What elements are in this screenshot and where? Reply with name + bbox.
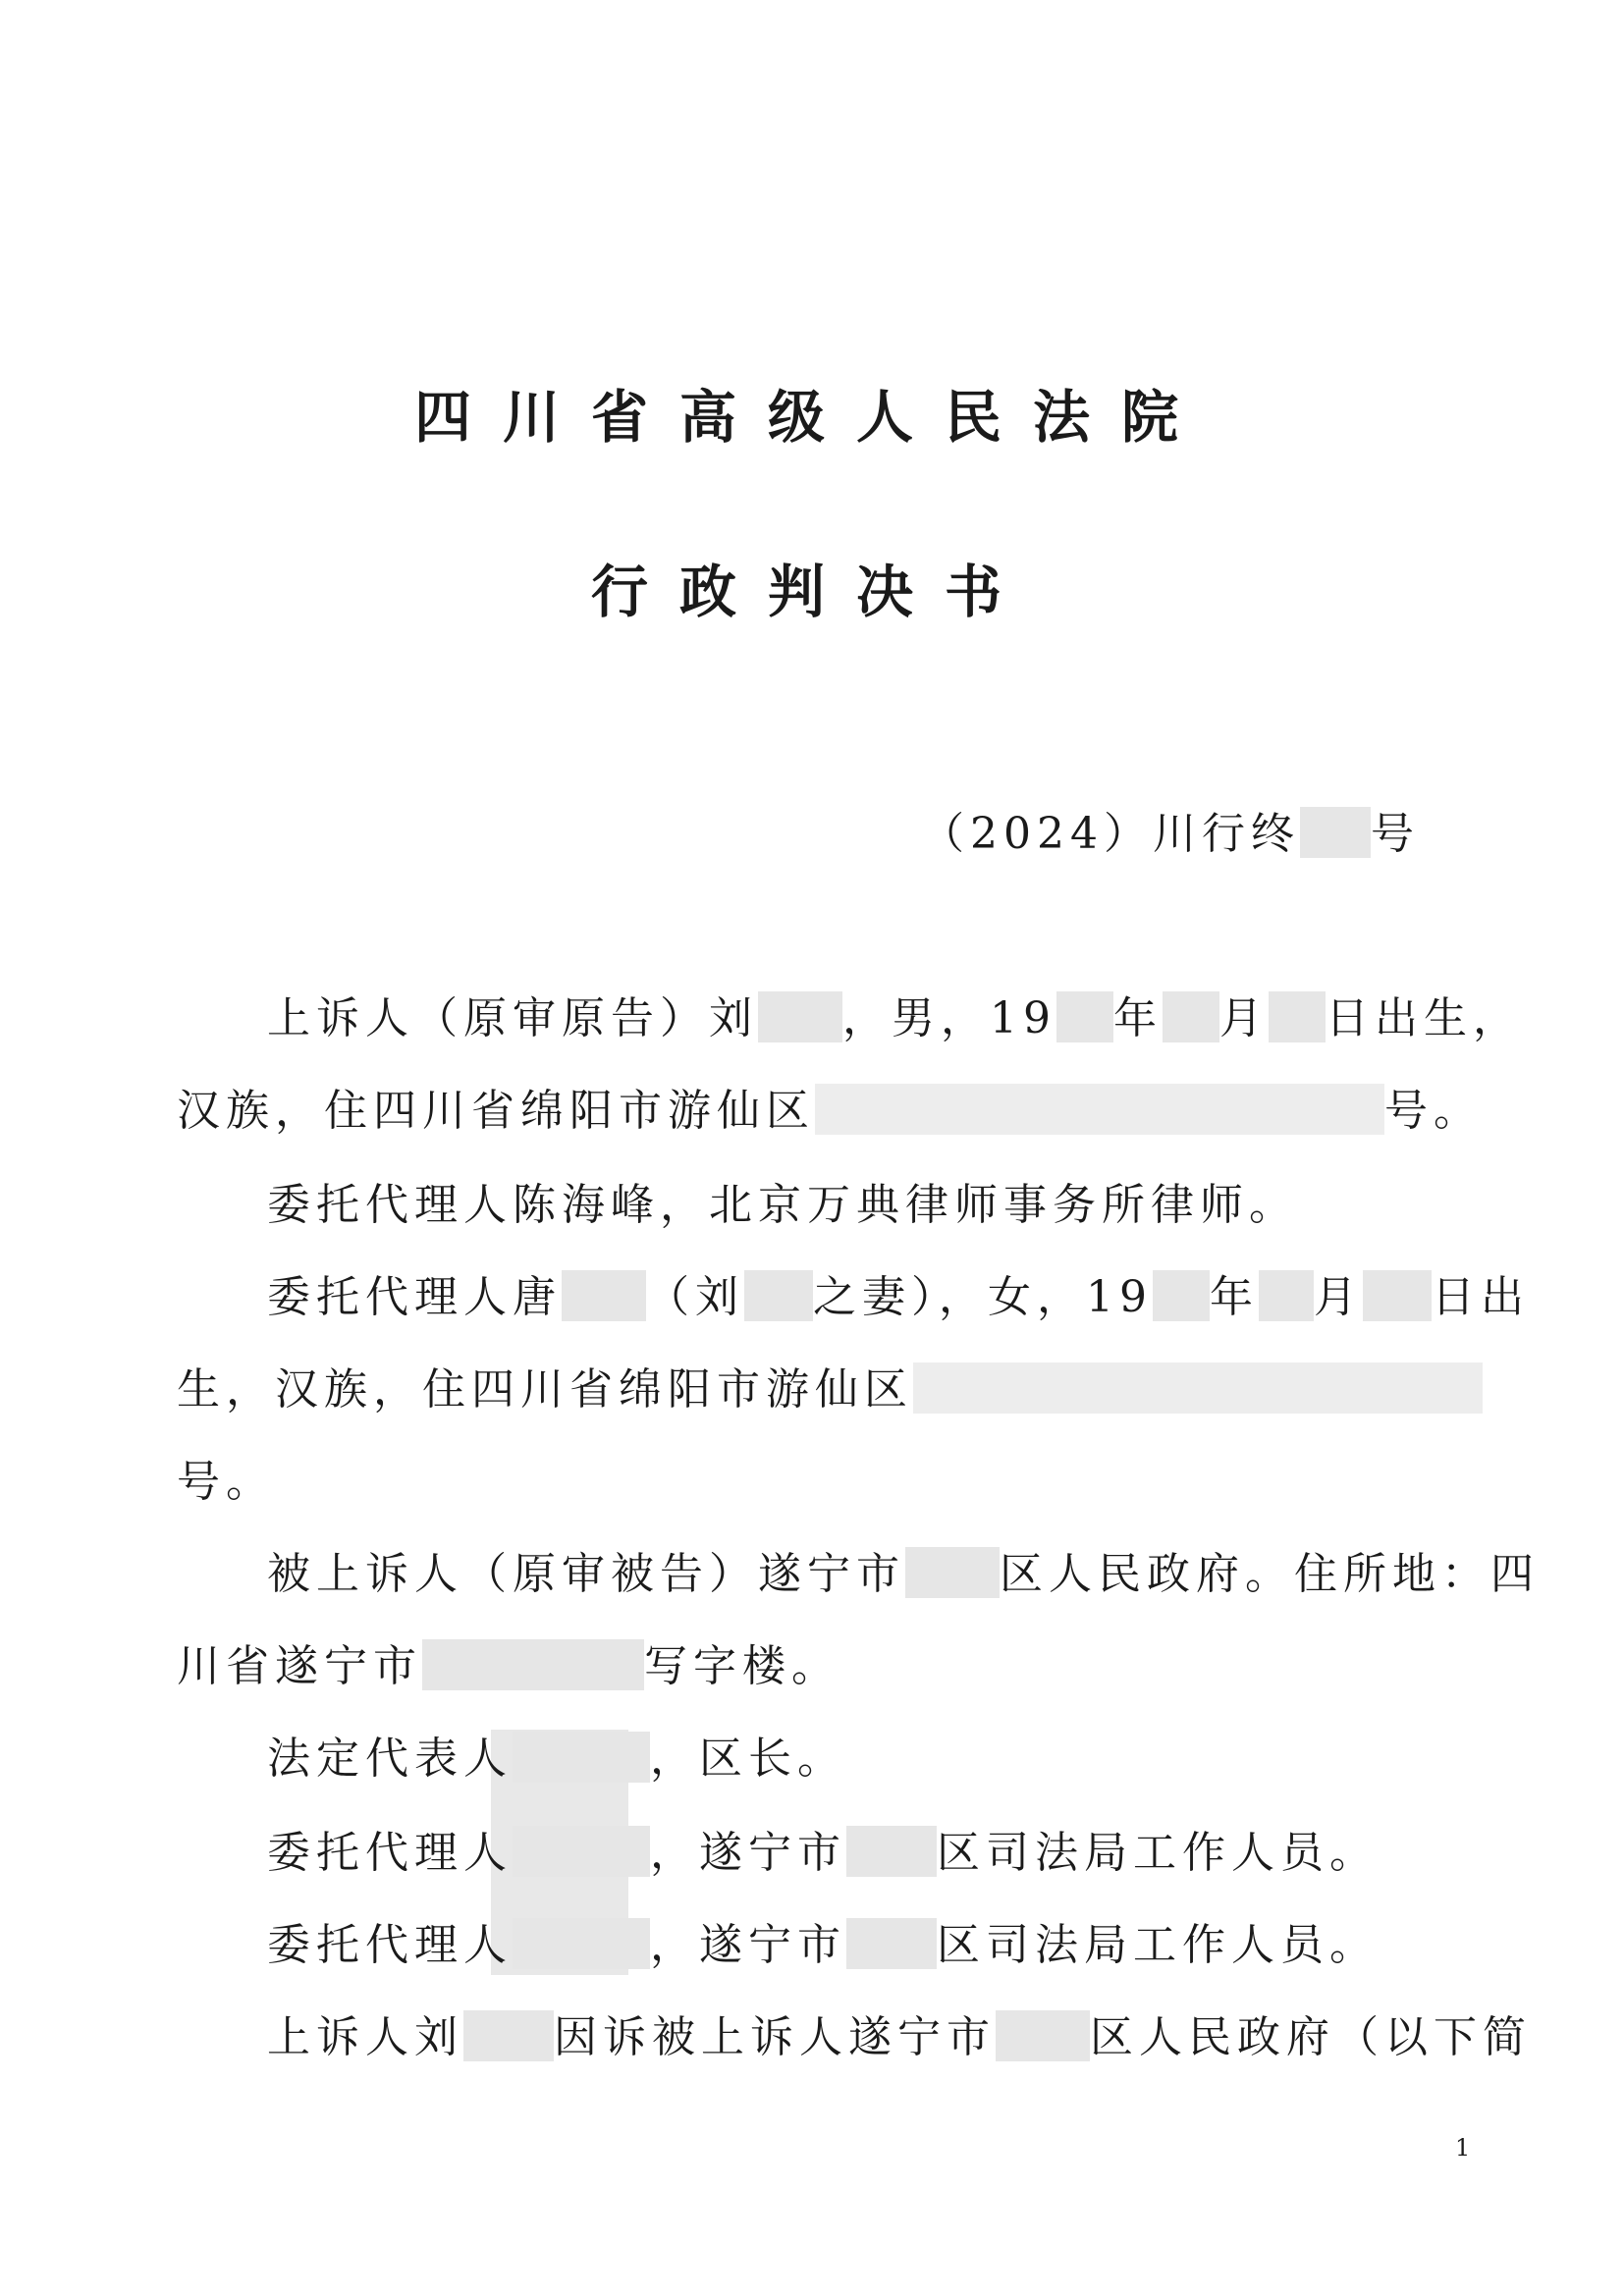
text: 区人民政府。住所地：四 xyxy=(1000,1549,1540,1599)
text: ，区长。 xyxy=(650,1734,846,1784)
case-number-prefix: （2024）川行终 xyxy=(921,809,1300,859)
text: 委托代理人陈海峰，北京万典律师事务所律师。 xyxy=(267,1180,1298,1230)
redaction xyxy=(996,2010,1090,2061)
redaction xyxy=(913,1362,1483,1414)
paragraph-appellee xyxy=(267,1545,1540,1604)
paragraph-agent-2 xyxy=(267,1268,1530,1327)
text: 之妻），女，19 xyxy=(813,1272,1153,1322)
text: 区司法局工作人员。 xyxy=(937,1828,1379,1878)
redaction xyxy=(1259,1270,1314,1321)
text: 上诉人（原审原告）刘 xyxy=(267,993,758,1043)
text: 号。 xyxy=(1384,1086,1483,1136)
redaction xyxy=(1300,807,1371,858)
redaction xyxy=(905,1547,1000,1598)
redaction xyxy=(758,991,842,1042)
text: 月 xyxy=(1314,1272,1363,1322)
redaction xyxy=(1153,1270,1210,1321)
paragraph-case-intro xyxy=(267,2008,1532,2067)
text: （刘 xyxy=(646,1272,744,1322)
redaction xyxy=(562,1270,646,1321)
paragraph-agent-3 xyxy=(267,1824,1379,1883)
paragraph-agent-4 xyxy=(267,1916,1379,1975)
text: 委托代理人唐 xyxy=(267,1272,562,1322)
redaction xyxy=(422,1639,644,1690)
paragraph-agent-2-cont xyxy=(177,1361,1483,1419)
page-number: 1 xyxy=(1455,2134,1471,2162)
redaction xyxy=(815,1084,1384,1135)
text: 因诉被上诉人遂宁市 xyxy=(554,2012,996,2062)
paragraph-agent-2-end xyxy=(177,1453,275,1512)
paragraph-appellant-cont xyxy=(177,1082,1483,1141)
redaction xyxy=(1269,991,1326,1042)
redaction xyxy=(1056,991,1113,1042)
text: 被上诉人（原审被告）遂宁市 xyxy=(267,1549,905,1599)
redaction xyxy=(513,1826,650,1877)
redaction xyxy=(463,2010,554,2061)
court-name: 四川省高级人民法院 xyxy=(413,384,1210,451)
text: ，男，19 xyxy=(842,993,1056,1043)
text: 月 xyxy=(1219,993,1269,1043)
text: 委托代理人 xyxy=(267,1920,513,1970)
redaction xyxy=(1163,991,1219,1042)
redaction xyxy=(744,1270,813,1321)
text: 川省遂宁市 xyxy=(177,1641,422,1691)
document-type: 行政判决书 xyxy=(590,559,1033,625)
case-number-suffix: 号 xyxy=(1370,809,1420,859)
text: 年 xyxy=(1210,1272,1259,1322)
text: 日出生， xyxy=(1326,993,1522,1043)
paragraph-legal-rep xyxy=(267,1730,846,1789)
case-number xyxy=(921,805,1420,864)
paragraph-agent-1 xyxy=(267,1176,1298,1235)
text: 生，汉族，住四川省绵阳市游仙区 xyxy=(177,1364,913,1415)
text: 年 xyxy=(1113,993,1163,1043)
text: 汉族，住四川省绵阳市游仙区 xyxy=(177,1086,815,1136)
paragraph-appellee-cont xyxy=(177,1637,840,1696)
redaction xyxy=(513,1918,650,1969)
text: 区司法局工作人员。 xyxy=(937,1920,1379,1970)
text: ，遂宁市 xyxy=(650,1920,846,1970)
text: 法定代表人 xyxy=(267,1734,513,1784)
paragraph-appellant xyxy=(267,989,1522,1048)
text: 上诉人刘 xyxy=(267,2012,463,2062)
text: 号。 xyxy=(177,1457,275,1507)
text: 写字楼。 xyxy=(644,1641,840,1691)
redaction xyxy=(513,1732,650,1783)
text: 区人民政府（以下简 xyxy=(1090,2012,1532,2062)
text: ，遂宁市 xyxy=(650,1828,846,1878)
redaction xyxy=(846,1826,937,1877)
text: 日出 xyxy=(1432,1272,1530,1322)
redaction xyxy=(846,1918,937,1969)
redaction xyxy=(1363,1270,1432,1321)
text: 委托代理人 xyxy=(267,1828,513,1878)
